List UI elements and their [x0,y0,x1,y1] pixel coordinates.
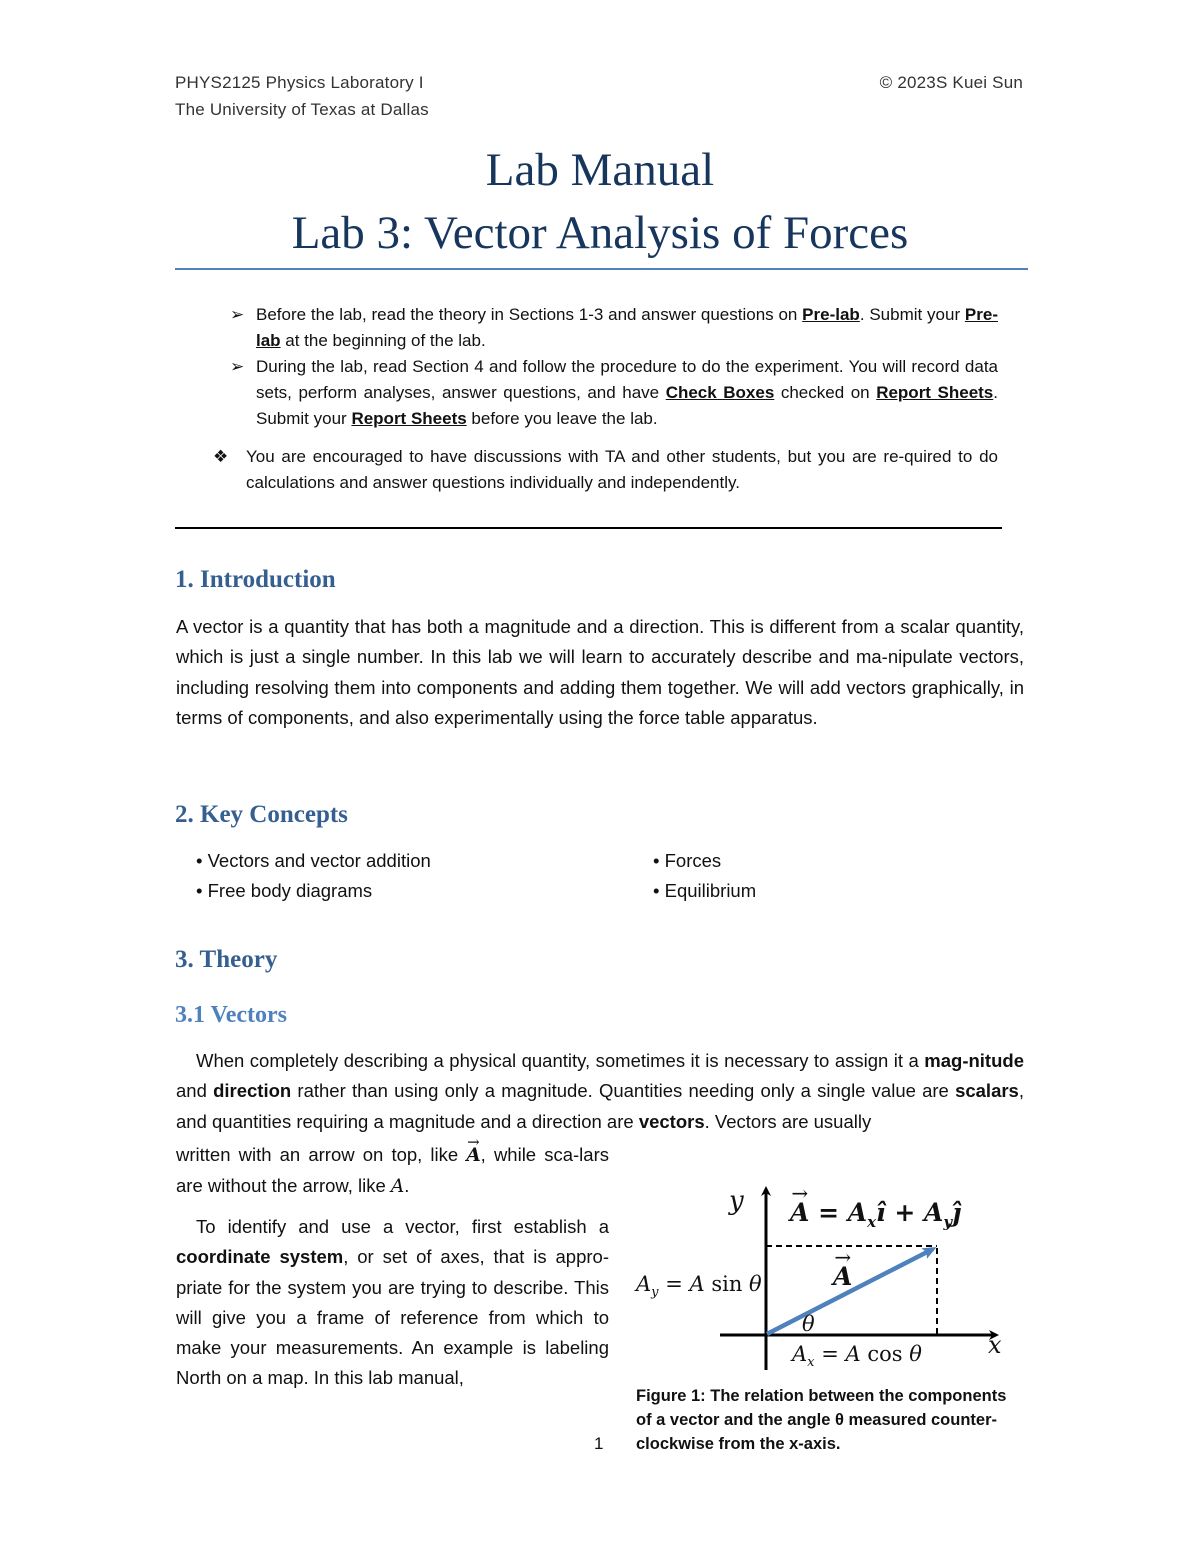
vector-a-symbol: → A [466,1141,480,1171]
report-sheets-link-2[interactable]: Report Sheets [351,409,467,428]
section-divider [175,527,1002,529]
vectors-paragraph-2: To identify and use a vector, first establish a coordinate system, or set of axes, that is appro-priate for the system you are trying to describe. This will give you a frame of reference from which to make your measurements. An example is labeling North on a map. In this lab manual, [176,1216,609,1389]
page-number: 1 [594,1434,604,1453]
vector-equation: → $A = A_xî$ + $A_yĵ$ [790,1198,961,1231]
heading-introduction: 1. Introduction [175,566,336,593]
check-boxes-link[interactable]: Check Boxes [665,383,775,402]
page-title-line2: Lab 3: Vector Analysis of Forces [291,207,909,259]
arrow-bullet-icon: ➢ [230,305,245,324]
ax-component-label: $A_x = A$ cos θ [792,1342,922,1371]
vector-a-label: → A [833,1262,852,1291]
instruction-item-1: Before the lab, read the theory in Sections 1-3 and answer questions on Pre-lab. Submit your Pre-lab at the beginning of the lab. [256,305,998,350]
arrow-bullet-icon: ➢ [230,357,245,376]
report-sheets-link[interactable]: Report Sheets [876,383,994,402]
title-divider [175,268,1028,270]
x-axis-label: x [988,1331,1002,1359]
theta-label: θ [802,1312,815,1336]
instruction-item-2: During the lab, read Section 4 and follow the procedure to do the experiment. You will record data sets, perform analyses, answer questions, and have Check Boxes checked on Report Sheets. Submit your Report Sheets before you leave the lab. [256,357,998,428]
ay-component-label: $A_y = A$ sin θ [636,1272,762,1301]
diamond-bullet-icon: ❖ [213,447,229,466]
instruction-note: You are encouraged to have discussions with TA and other students, but you are re-quired to do calculations and answer questions individually and independently. [246,447,998,492]
heading-vectors: 3.1 Vectors [175,1002,287,1028]
heading-theory: 3. Theory [175,946,278,973]
concept-item: • Free body diagrams [196,880,373,901]
vectors-paragraph-1: When completely describing a physical quantity, sometimes it is necessary to assign it a mag-nitude and direction rather than using only a magnitude. Quantities needing only a single value are scalars, and quantities requiring a magnitude and a direction are vectors. Vectors are usually [176,1050,1024,1132]
concept-item: • Forces [653,850,722,871]
vectors-paragraph-1b: written with an arrow on top, like → A, while sca-lars are without the arrow, like A. [176,1140,609,1203]
concept-item: • Equilibrium [653,880,757,901]
copyright: © 2023S Kuei Sun [879,73,1023,92]
university-name: The University of Texas at Dallas [175,100,429,119]
pre-lab-link[interactable]: Pre-lab [802,305,860,324]
y-axis-label: y [729,1186,744,1216]
heading-key-concepts: 2. Key Concepts [175,801,348,828]
pre-lab-link-2[interactable]: Pre-lab [256,305,998,350]
figure-caption: Figure 1: The relation between the components of a vector and the angle θ measured counter-clockwise from the x-axis. [636,1387,1007,1453]
concept-item: • Vectors and vector addition [196,850,431,871]
course-name: PHYS2125 Physics Laboratory I [175,73,424,92]
page-title-line1: Lab Manual [485,144,715,196]
introduction-text: A vector is a quantity that has both a magnitude and a direction. This is different from a scalar quantity, which is just a single number. In this lab we will learn to accurately describe and ma-nipulate vectors, including resolving them into components and adding them together. We will add vectors graphically, in terms of components, and also experimentally using the force table apparatus. [176,616,1024,728]
